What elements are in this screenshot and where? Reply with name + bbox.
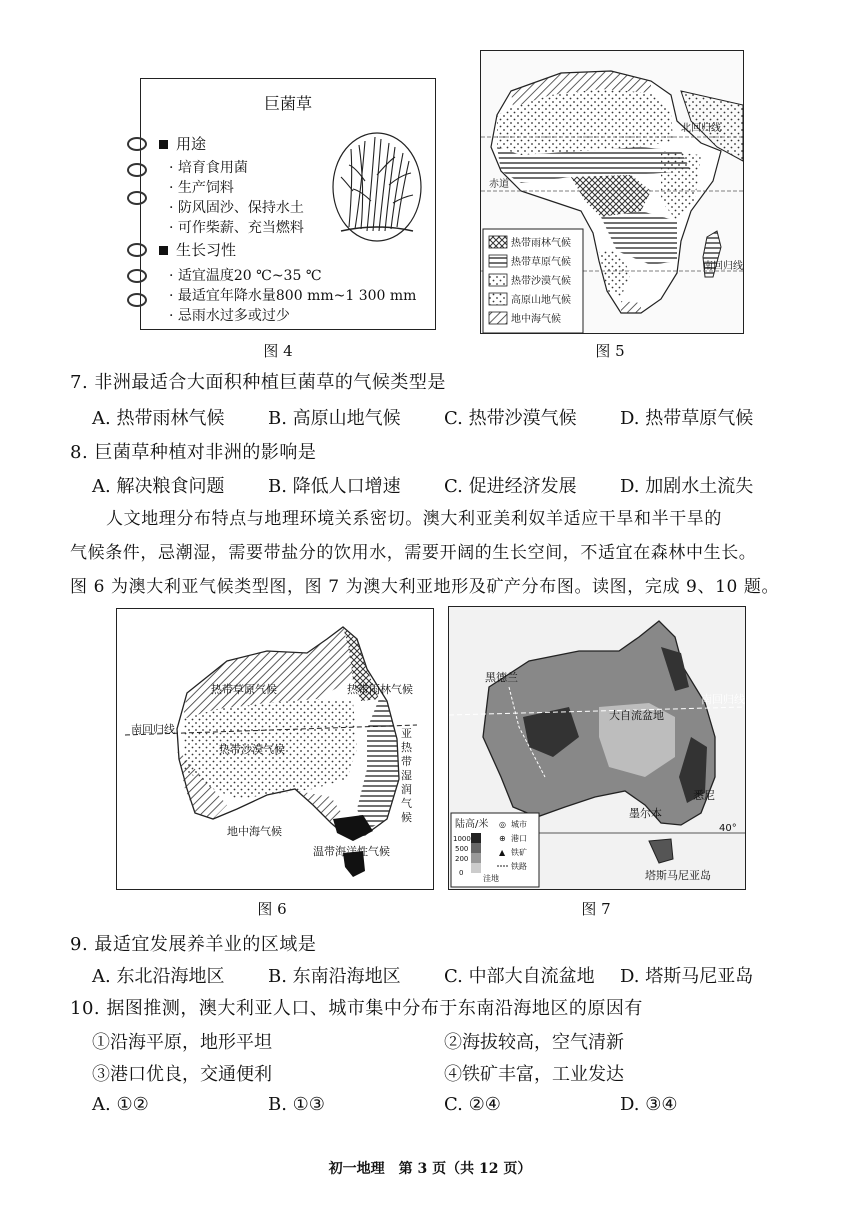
legend-iron: 铁矿: [511, 848, 527, 857]
fig4-habit-2: · 最适宜年降水量800 mm~1 300 mm: [169, 288, 417, 304]
q10-option-c[interactable]: C. ②④: [444, 1094, 501, 1115]
figure-4-card: [140, 78, 436, 330]
label-tropic-north: 北回归线: [681, 123, 721, 134]
q8-option-a[interactable]: A. 解决粮食问题: [92, 476, 225, 497]
question-10-stem: 10. 据图推测，澳大利亚人口、城市集中分布于东南沿海地区的原因有: [70, 998, 643, 1019]
fig7-legend: [451, 813, 539, 887]
q9-option-a[interactable]: A. 东北沿海地区: [92, 966, 225, 987]
binder-ring: [127, 137, 147, 151]
legend-elev-500: 500: [455, 845, 469, 853]
legend-desert: 热带沙漠气候: [511, 276, 571, 287]
legend-port: 港口: [511, 834, 527, 843]
q9-option-c[interactable]: C. 中部大自流盆地: [444, 966, 595, 987]
australia-climate-map: [117, 609, 433, 889]
figure-6-map: [116, 608, 434, 890]
q8-option-d[interactable]: D. 加剧水土流失: [620, 476, 754, 497]
label-mediterranean: 地中海气候: [227, 825, 282, 838]
label-rainforest: 热带雨林气候: [347, 683, 413, 696]
passage-line-1: 人文地理分布特点与地理环境关系密切。澳大利亚美利奴羊适应干旱和半干旱的: [106, 509, 722, 529]
question-9-stem: 9. 最适宜发展养羊业的区域是: [70, 934, 317, 955]
fig4-use-4: · 可作柴薪、充当燃料: [169, 220, 304, 236]
label-lat40: 40°: [719, 823, 737, 834]
q7-option-c[interactable]: C. 热带沙漠气候: [444, 408, 577, 429]
iron-mine-icon: ▲: [499, 848, 506, 857]
fig5-legend: [483, 229, 583, 333]
label-oceanic: 温带海洋性气候: [313, 845, 390, 858]
fig4-use-1: · 培育食用菌: [169, 160, 248, 176]
label-humid-7: 候: [401, 811, 412, 824]
figure-7-map: [448, 606, 746, 890]
label-desert: 热带沙漠气候: [219, 743, 285, 756]
label-humid-2: 热: [401, 741, 412, 754]
label-tropic: 南回归线: [131, 723, 175, 736]
question-7-stem: 7. 非洲最适合大面积种植巨菌草的气候类型是: [70, 372, 446, 393]
legend-elev-200: 200: [455, 855, 469, 863]
q10-option-a[interactable]: A. ①②: [92, 1094, 149, 1115]
q7-option-b[interactable]: B. 高原山地气候: [268, 408, 401, 429]
label-humid-1: 亚: [401, 727, 412, 740]
q10-item-4: ④铁矿丰富，工业发达: [444, 1064, 624, 1085]
legend-mediterranean: 地中海气候: [511, 314, 561, 325]
q9-option-d[interactable]: D. 塔斯马尼亚岛: [620, 966, 754, 987]
fig4-use-3: · 防风固沙、保持水土: [169, 200, 304, 216]
label-equator: 赤道: [489, 179, 509, 190]
legend-elev-1000: 1000: [453, 835, 471, 843]
fig7-caption: 图 7: [581, 900, 611, 918]
city-icon: ◎: [499, 820, 506, 829]
fig4-caption: 图 4: [263, 342, 293, 360]
binder-ring: [127, 191, 147, 205]
square-bullet-icon: [159, 140, 168, 149]
fig4-section-uses: 用途: [159, 133, 206, 154]
med-zone-south: [621, 301, 641, 313]
q8-option-c[interactable]: C. 促进经济发展: [444, 476, 577, 497]
label-tasmania: 塔斯马尼亚岛: [645, 869, 711, 882]
legend-city: 城市: [511, 820, 527, 829]
fig4-habit-3: · 忌雨水过多或过少: [169, 308, 290, 324]
fig4-title: 巨菌草: [263, 94, 312, 113]
q9-option-b[interactable]: B. 东南沿海地区: [268, 966, 401, 987]
q10-item-2: ②海拔较高，空气清新: [444, 1032, 624, 1053]
label-tropic-south: 南回归线: [703, 261, 743, 272]
grass-illustration: [331, 131, 423, 243]
figure-5-map: [480, 50, 744, 334]
q7-option-a[interactable]: A. 热带雨林气候: [92, 408, 225, 429]
q10-option-b[interactable]: B. ①③: [268, 1094, 325, 1115]
q7-option-d[interactable]: D. 热带草原气候: [620, 408, 754, 429]
label-basin: 大自流盆地: [609, 709, 664, 722]
fig4-section-habits: 生长习性: [159, 239, 236, 260]
label-humid-6: 气: [401, 797, 412, 810]
label-humid-4: 湿: [401, 769, 412, 782]
legend-lowland: 洼地: [483, 874, 499, 883]
fig6-caption: 图 6: [257, 900, 287, 918]
binder-ring: [127, 293, 147, 307]
legend-highland: 高原山地气候: [511, 295, 571, 306]
passage: [70, 502, 810, 604]
fig5-caption: 图 5: [595, 342, 625, 360]
legend-savanna: 热带草原气候: [511, 257, 571, 268]
binder-ring: [127, 269, 147, 283]
legend-rainforest: 热带雨林气候: [511, 238, 571, 249]
fig4-habit-1: · 适宜温度20 ℃~35 ℃: [169, 268, 322, 284]
legend-elev-0: 0: [459, 869, 464, 877]
label-humid-5: 润: [401, 783, 412, 796]
page-footer: 初一地理 第 3 页（共 12 页）: [328, 1161, 532, 1177]
label-savanna: 热带草原气候: [211, 683, 277, 696]
label-sydney: 悉尼: [693, 789, 715, 802]
question-8-stem: 8. 巨菌草种植对非洲的影响是: [70, 442, 317, 463]
q10-item-3: ③港口优良，交通便利: [92, 1064, 272, 1085]
label-melbourne: 墨尔本: [629, 807, 662, 820]
label-city-nw: 黑德兰: [485, 671, 518, 684]
fig4-use-2: · 生产饲料: [169, 180, 234, 196]
q10-item-1: ①沿海平原，地形平坦: [92, 1032, 272, 1053]
australia-terrain-map: [449, 607, 745, 889]
binder-ring: [127, 163, 147, 177]
q10-option-d[interactable]: D. ③④: [620, 1094, 678, 1115]
port-icon: ⊕: [499, 834, 506, 843]
binder-ring: [127, 243, 147, 257]
label-humid-3: 带: [401, 755, 412, 768]
label-tropic: 南回归线: [701, 693, 745, 706]
square-bullet-icon: [159, 246, 168, 255]
legend-elev-title: 陆高/米: [455, 819, 489, 830]
q8-option-b[interactable]: B. 降低人口增速: [268, 476, 401, 497]
passage-line-2: 气候条件，忌潮湿，需要带盐分的饮用水，需要开阔的生长空间，不适宜在森林中生长。: [70, 543, 757, 563]
africa-climate-map: [481, 51, 743, 333]
legend-rail: 铁路: [511, 862, 527, 871]
passage-line-3: 图 6 为澳大利亚气候类型图，图 7 为澳大利亚地形及矿产分布图。读图，完成 9、10 题。: [70, 577, 780, 597]
